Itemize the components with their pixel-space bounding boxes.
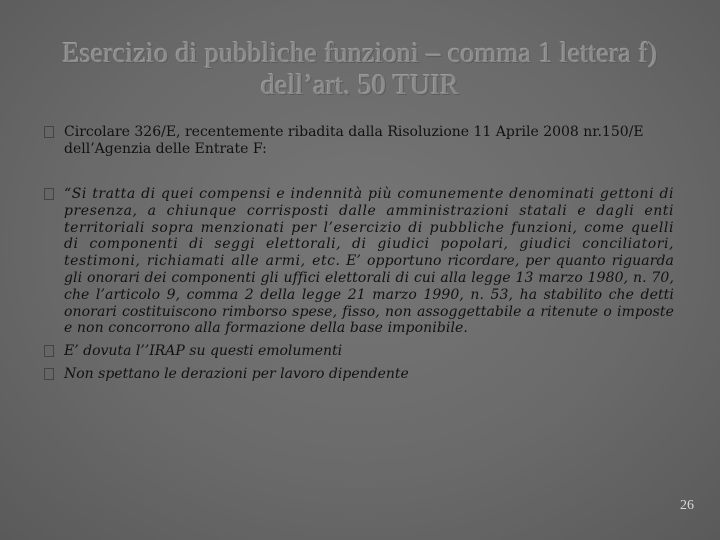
bullet-text: E’ dovuta l’’IRAP su questi emolumenti: [64, 343, 343, 360]
bullet-icon: [44, 368, 54, 380]
bullet-item-quote: [44, 186, 674, 337]
bullet-list: [44, 124, 674, 383]
bullet-item-irap: [44, 343, 674, 360]
bullet-item-circolare: [44, 124, 674, 158]
bullet-item-deduzioni: [44, 366, 674, 383]
bullet-icon: [44, 126, 54, 138]
slide-title: Esercizio di pubbliche funzioni – comma 1 lettera f) dell’art. 50 TUIR: [62, 38, 658, 101]
bullet-text: Non spettano le derazioni per lavoro dipendente: [64, 366, 409, 383]
page-number: 26: [680, 498, 694, 513]
quoted-text: “Si tratta di quei compensi e indennità più comunemente denominati gettoni di presenza, a chiunque corrisposti dalle amministrazioni statali e dagli enti territoriali sopra menzionati per l’esercizio di pubbliche funzioni, come quelli di componenti di seggi elettorali, di giudici popolari, giudici conciliatori, testimoni, richiamati alle armi, etc: [64, 186, 674, 270]
bullet-icon: [44, 188, 54, 200]
bullet-text: Circolare 326/E, recentemente ribadita dalla Risoluzione 11 Aprile 2008 nr.150/E dell’Agenzia delle Entrate F:: [64, 124, 644, 157]
bullet-icon: [44, 345, 54, 357]
explanatory-text: . E’ opportuno ricordare, per quanto riguarda gli onorari dei componenti gli uffici elettorali di cui alla legge 13 marzo 1980, n. 70, che l’articolo 9, comma 2 della legge 21 marzo 1990, n. 53, ha stabilito che detti onorari costituiscono rimborso spese, fisso, non assoggettabile a ritenute o imposte e non concorrono alla formazione della base imponibile.: [64, 253, 674, 337]
